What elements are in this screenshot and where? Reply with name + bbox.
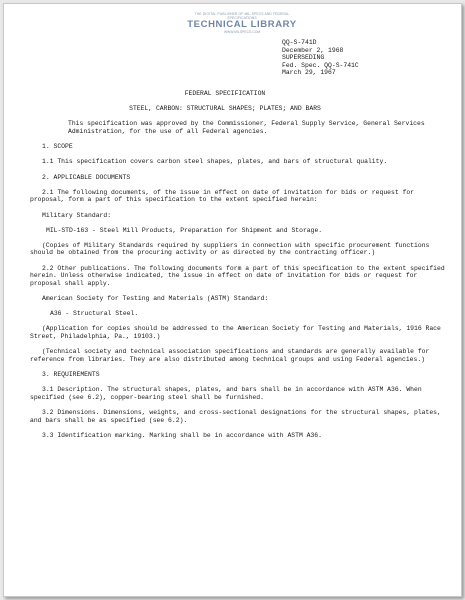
astm-copies-note: (Application for copies should be addressed to the American Society for Testing and Materials, 1916 Race Street, Philadelphia, Pa., 19103.) <box>30 325 441 340</box>
spec-number: QQ-S-741D <box>282 39 317 46</box>
logo-tagline: THE DIGITAL PUBLISHER OF MIL-SPECS AND FEDERAL SPECIFICATIONS <box>194 12 290 20</box>
spec-date: December 2, 1968 <box>282 46 344 54</box>
section-1-heading: 1. SCOPE <box>42 143 73 151</box>
technical-library-logo <box>182 12 302 34</box>
superseded-date: March 29, 1967 <box>282 69 336 77</box>
astm-standard-item: A36 - Structural Steel. <box>50 310 139 318</box>
superseding-label: SUPERSEDING <box>282 54 325 62</box>
astm-standard-label: American Society for Testing and Materials (ASTM) Standard: <box>42 295 269 303</box>
document-body <box>30 90 450 447</box>
superseded-spec: Fed. Spec. QQ-S-741C <box>282 61 359 69</box>
document-heading: FEDERAL SPECIFICATION <box>184 90 266 97</box>
logo-brand: TECHNICAL LIBRARY <box>187 19 297 30</box>
document-page <box>3 3 462 597</box>
military-standard-label: Military Standard: <box>42 211 112 219</box>
technical-society-note: (Technical society and technical association specifications and standards are generally available for reference from libraries. They are also distributed among technical groups and using Federal agencies.) <box>30 348 430 363</box>
paragraph-1-1: 1.1 This specification covers carbon steel shapes, plates, and bars of structural quality. <box>42 158 388 166</box>
document-title: STEEL, CARBON: STRUCTURAL SHAPES; PLATES; AND BARS <box>129 105 321 113</box>
military-standard-item: MIL-STD-163 - Steel Mill Products, Preparation for Shipment and Storage. <box>46 226 323 234</box>
logo-site: WWW.MILSPECS.COM <box>223 30 261 34</box>
section-3-heading: 3. REQUIREMENTS <box>42 370 100 378</box>
section-2-heading: 2. APPLICABLE DOCUMENTS <box>42 173 131 181</box>
approval-statement: This specification was approved by the Commissioner, Federal Supply Service, General Services Administration, for the use of all Federal agencies. <box>68 120 425 135</box>
paragraph-3-2: 3.2 Dimensions. Dimensions, weights, and cross-sectional designations for the structural shapes, plates, and bars shall be as specified (see 6.2). <box>30 408 441 424</box>
paragraph-2-1: 2.1 The following documents, of the issue in effect on date of invitation for bids or request for proposal, form a part of this specification to the extent specified herein: <box>30 188 414 204</box>
paragraph-3-1: 3.1 Description. The structural shapes, plates, and bars shall be in accordance with ASTM A36. When specified (see 6.2), copper-bearing steel shall be furnished. <box>30 386 422 401</box>
military-copies-note: (Copies of Military Standards required by suppliers in connection with specific procurement functions should be obtained from the procuring activity or as directed by the contracting officer.) <box>30 241 430 257</box>
document-identifier-block <box>282 39 452 77</box>
paragraph-3-3: 3.3 Identification marking. Marking shall be in accordance with ASTM A36. <box>42 431 322 439</box>
paragraph-2-2: 2.2 Other publications. The following documents form a part of this specification to the extent specified herein. Unless otherwise indicated, the issue in effect on date of invitation for bids or request for proposal shall apply. <box>30 264 445 287</box>
